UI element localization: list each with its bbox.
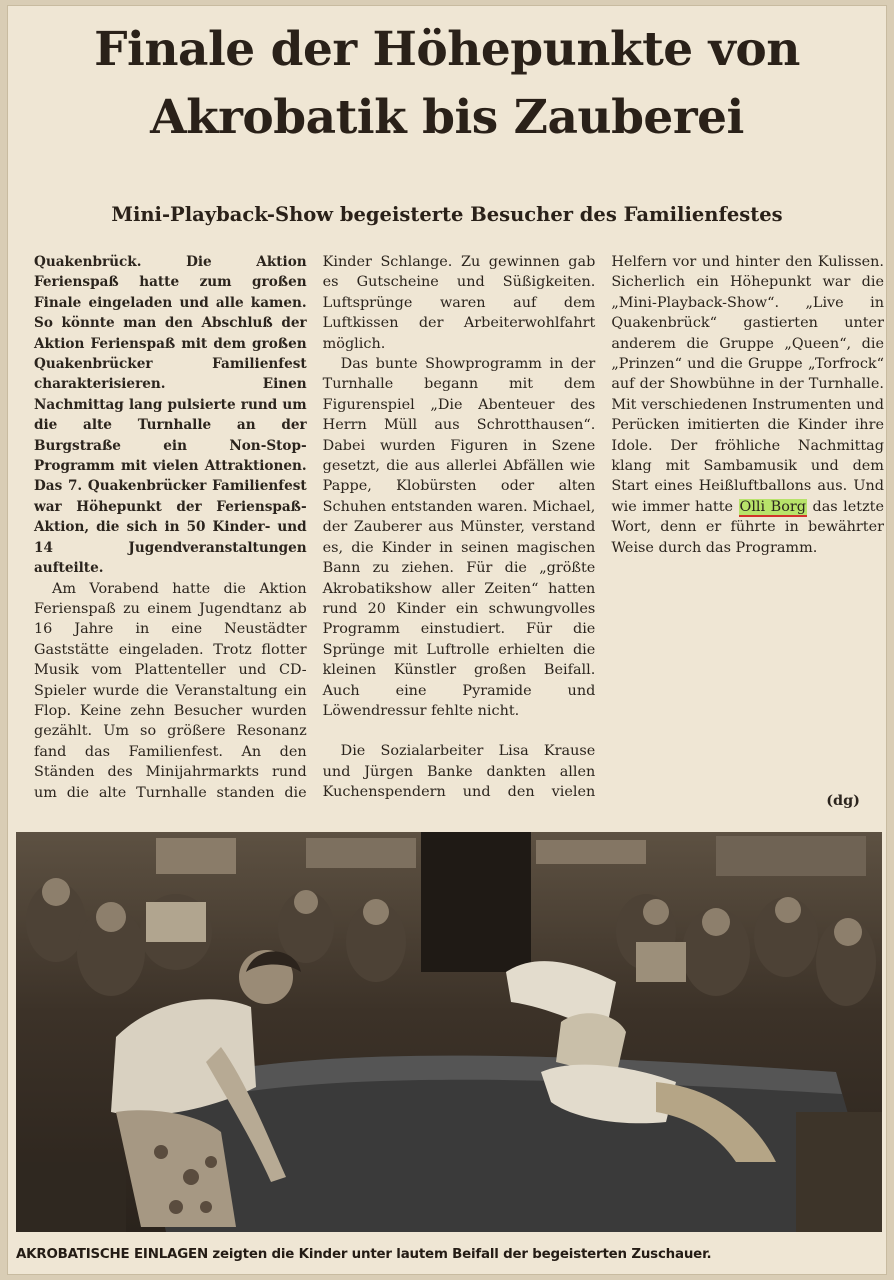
author-signature: (dg) xyxy=(826,792,860,809)
lead-paragraph: Quakenbrück. Die Aktion Ferienspaß hatte zum großen Finale eingeladen und alle kamen. So könnte man den Abschluß der Aktion Ferienspaß mit dem großen Quakenbrücker Familienfest charakterisieren. Einen Nachmittag lang pulsierte rund um die alte Turnhalle an der Burgstraße ein Non-Stop-Programm mit vielen Attraktionen. Das 7. Quakenbrücker Familienfest war Höhepunkt der Ferienspaß-Aktion, die sich in 50 Kinder- und 14 Jugendveranstaltungen aufteilte. xyxy=(34,254,307,577)
acrobatics-photo xyxy=(16,832,882,1232)
paragraph-3-start: Die Sozialarbeiter Lisa Krause und Jürgen Banke dankten allen Kuchenspendern und den vielen Helfern vor und hinter den Kulissen. Sicherlich ein Höhepunkt war die „Mini-Playback-Show“. „Live in Quakenbrück“ gastierten unter anderem die Gruppe „Queen“, die „Prinzen“ und die Gruppe „Torfrock“ auf der Showbühne in der Turnhalle. Mit verschiedenen Instrumenten und Perücken imitierten die Kinder ihre Idole. Der fröhliche Nachmittag klang mit Sambamusik und dem Start eines Heißluftballons aus. Und wie immer hatte xyxy=(322,254,884,801)
paragraph-2: Das bunte Showprogramm in der Turnhalle begann mit dem Figurenspiel „Die Abenteuer des Herrn Müll aus Schrotthausen“. Dabei wurden Figuren in Szene gesetzt, die aus allerlei Abfällen wie Pappe, Klobürsten oder alten Schuhen entstanden waren. Michael, der Zauberer aus Münster, verstand es, die Kinder in seinen magischen Bann zu ziehen. Für die „größte Akrobatikshow aller Zeiten“ hatten rund 20 Kinder ein schwungvolles Programm einstudiert. Für die Sprünge mit Luftrolle erhielten die kleinen Künstler großen Beifall. Auch eine Pyramide und Löwendressur fehlte nicht. xyxy=(322,356,596,719)
highlighted-name: Olli Borg xyxy=(739,498,806,515)
photo-illustration xyxy=(16,832,882,1232)
article-body xyxy=(34,252,884,822)
subheadline: Mini-Playback-Show begeisterte Besucher des Familienfestes xyxy=(111,203,783,226)
paragraph-3-end: das letzte Wort, denn er führte in bewährter Weise durch das Programm. xyxy=(611,498,884,556)
headline-line-1: Finale der Höhepunkte von xyxy=(94,22,800,77)
headline-line-2: Akrobatik bis Zauberei xyxy=(150,90,744,145)
paragraph-1: Am Vorabend hatte die Aktion Ferienspaß zu einem Jugendtanz ab 16 Jahre in eine Neustädter Gaststätte eingeladen. Trotz flotter Musik vom Plattenteller und CD-Spieler wurde die Veranstaltung ein Flop. Keine zehn Besucher wurden gezählt. Um so größere Resonanz fand das Familienfest. An den Ständen des Minijahrmarkts rund um die alte Turnhalle standen die Kinder Schlange. Zu gewinnen gab es Gutscheine und Süßigkeiten. Luftsprünge waren auf dem Luftkissen der Arbeiterwohlfahrt möglich. xyxy=(34,254,596,801)
headline xyxy=(8,16,886,152)
photo-caption: AKROBATISCHE EINLAGEN zeigten die Kinder unter lautem Beifall der begeisterten Zuschauer. xyxy=(16,1247,712,1262)
newspaper-clipping xyxy=(8,6,886,1274)
